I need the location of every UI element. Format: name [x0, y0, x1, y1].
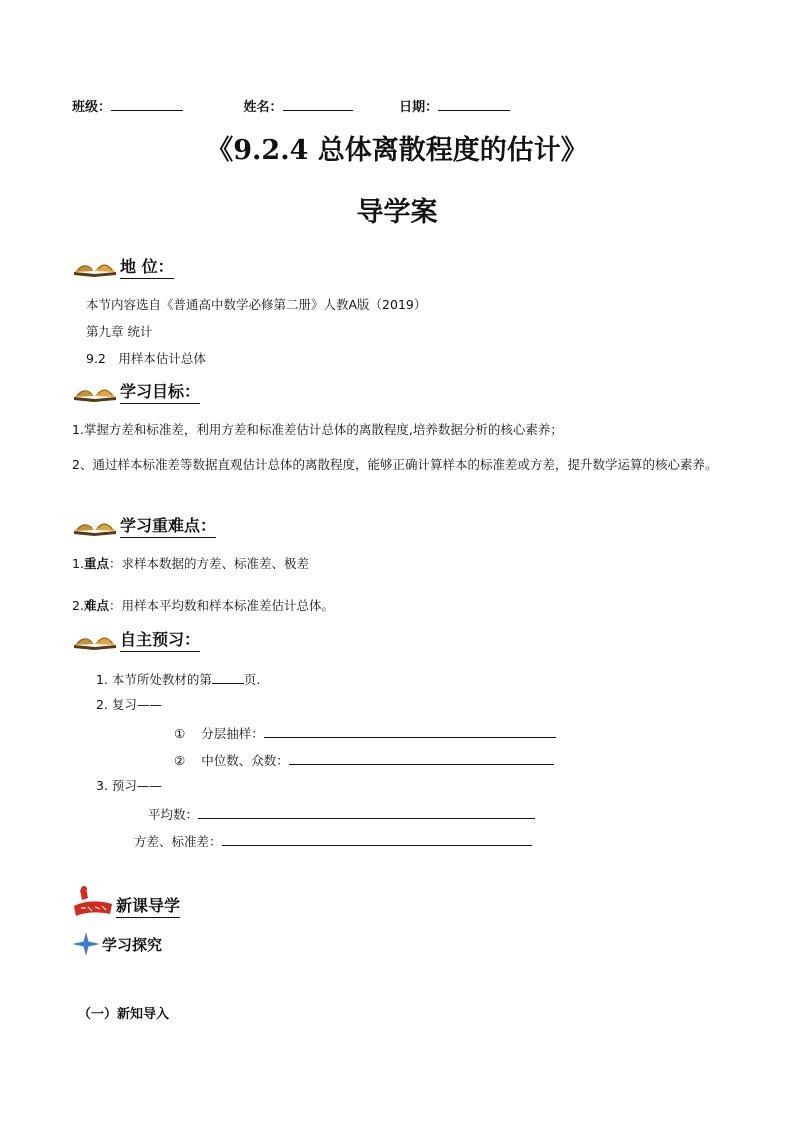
preview-mean — [148, 804, 535, 825]
section-objectives-heading: 学习目标： — [120, 379, 200, 404]
open-book-icon — [72, 626, 118, 652]
preview-item-1 — [96, 669, 260, 690]
preview-item-1-prefix: 1. 本节所处教材的第 — [96, 672, 212, 687]
objective-item-1: 1.掌握方差和标准差，利用方差和标准差估计总体的离散程度,培养数据分析的核心素养； — [72, 422, 563, 437]
open-book-icon — [72, 378, 118, 404]
section-objectives-header — [72, 378, 200, 404]
name-label: 姓名： — [243, 100, 283, 115]
focus-label: 重点 — [83, 556, 109, 571]
review-stratified-sampling — [174, 723, 556, 744]
page-title: 《9.2.4 总体离散程度的估计》 — [206, 135, 588, 166]
class-label: 班级： — [72, 100, 112, 115]
section-preview-header — [72, 626, 200, 652]
marker-circled-2: ② — [174, 753, 186, 768]
difficulty-line — [72, 597, 334, 616]
student-info-row — [72, 96, 510, 115]
preview-item-3: 3. 预习—— — [96, 778, 162, 793]
name-blank[interactable] — [283, 96, 353, 111]
stratified-sampling-blank[interactable] — [264, 723, 556, 738]
preview-item-1-suffix: 页. — [243, 672, 261, 687]
position-line-2: 第九章 统计 — [86, 324, 153, 339]
section-new-lesson-heading: 新课导学 — [116, 893, 180, 918]
open-book-icon — [72, 512, 118, 538]
median-mode-label: 中位数、众数： — [201, 753, 289, 768]
page-number-blank[interactable] — [212, 669, 244, 684]
preview-item-2: 2. 复习—— — [96, 697, 162, 712]
position-line-3: 9.2 用样本估计总体 — [86, 351, 206, 366]
focus-line — [72, 555, 309, 574]
section-preview-heading: 自主预习： — [120, 627, 200, 652]
explore-header — [72, 932, 162, 956]
page-subtitle: 导学案 — [356, 197, 438, 228]
section-position-header — [72, 253, 174, 279]
variance-sd-label: 方差、标准差： — [134, 834, 222, 849]
section-keypoints-header — [72, 512, 216, 538]
date-blank[interactable] — [438, 96, 510, 111]
section-position-heading: 地 位： — [120, 254, 174, 279]
part1-heading: （一）新知导入 — [78, 1007, 170, 1022]
position-line-1: 本节内容选自《普通高中数学必修第二册》人教A版（2019） — [86, 297, 427, 312]
section-new-lesson-header — [72, 884, 180, 918]
variance-sd-blank[interactable] — [222, 831, 532, 846]
mean-blank[interactable] — [198, 804, 535, 819]
preview-variance-sd — [134, 831, 532, 852]
stratified-sampling-label: 分层抽样： — [201, 726, 264, 741]
objective-item-2: 2、通过样本标准差等数据直观估计总体的离散程度，能够正确计算样本的标准差或方差，提升数学运算的核心素养。 — [72, 457, 718, 472]
difficulty-label: 难点 — [83, 598, 109, 613]
date-label: 日期： — [399, 100, 439, 115]
explore-heading: 学习探究 — [102, 935, 163, 954]
open-book-icon — [72, 253, 118, 279]
focus-prefix: 1. — [72, 556, 84, 571]
class-blank[interactable] — [111, 96, 183, 111]
section-keypoints-heading: 学习重难点： — [120, 513, 216, 538]
focus-text: ：求样本数据的方差、标准差、极差 — [108, 556, 309, 571]
red-stamp-icon — [72, 884, 114, 918]
median-mode-blank[interactable] — [289, 750, 554, 765]
difficulty-text: ：用样本平均数和样本标准差估计总体。 — [108, 598, 334, 613]
review-median-mode — [174, 750, 554, 771]
star-icon — [72, 932, 100, 956]
mean-label: 平均数： — [148, 807, 199, 822]
marker-circled-1: ① — [174, 726, 186, 741]
difficulty-prefix: 2. — [72, 598, 84, 613]
